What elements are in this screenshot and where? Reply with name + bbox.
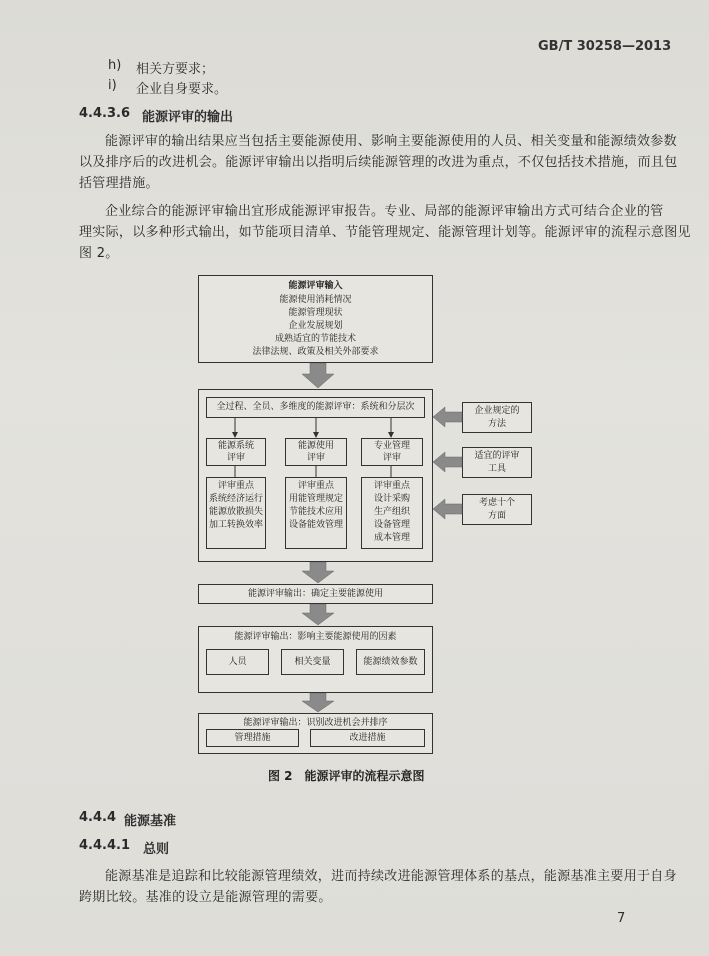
factor-box-variables — [281, 649, 344, 675]
measure-management: 管理措施 — [234, 733, 271, 743]
para1-line3: 括管理措施。 — [79, 176, 159, 191]
input-line-1: 能源使用消耗情况 — [279, 295, 352, 305]
process-header-text: 全过程、全员、多维度的能源评审：系统和分层次 — [216, 402, 415, 412]
review-2-title-line2: 评审 — [306, 453, 325, 463]
factor-box-personnel — [206, 649, 269, 675]
review-box-energy-system — [206, 438, 266, 466]
review-1-detail-3: 能源放散损失 — [208, 507, 263, 517]
side-input-3-line2: 方面 — [487, 511, 506, 521]
left-arrow-icon — [433, 406, 463, 428]
measure-box-management — [206, 729, 299, 747]
review-2-detail-2: 用能管理规定 — [288, 494, 343, 504]
down-arrow-icon — [300, 604, 336, 626]
review-2-detail-3: 节能技术应用 — [288, 507, 343, 517]
input-line-4: 成熟适宜的节能技术 — [274, 334, 356, 344]
review-box-energy-use — [285, 438, 347, 466]
review-3-detail-3: 生产组织 — [373, 507, 410, 517]
input-line-3: 企业发展规划 — [288, 321, 343, 331]
process-header-box — [206, 397, 425, 418]
measure-improvement: 改进措施 — [349, 733, 386, 743]
factor-variables: 相关变量 — [294, 657, 331, 667]
paragraph-review-report — [79, 201, 691, 264]
section-number-4441: 4.4.4.1 — [79, 838, 130, 853]
output-1-text: 能源评审输出：确定主要能源使用 — [247, 589, 383, 599]
review-3-detail-5: 成本管理 — [373, 533, 410, 543]
review-3-title-line1: 专业管理 — [373, 441, 410, 451]
side-input-1-line1: 企业规定的 — [474, 406, 520, 416]
output-3-title: 能源评审输出：识别改进机会并排序 — [243, 718, 388, 728]
review-3-detail-2: 设计采购 — [373, 494, 410, 504]
review-2-title-line1: 能源使用 — [297, 441, 334, 451]
paragraph-energy-baseline — [79, 866, 677, 908]
review-1-title-line2: 评审 — [226, 453, 245, 463]
review-1-detail-1: 评审重点 — [217, 481, 254, 491]
para1-line2: 以及排序后的改进机会。能源评审输出以指明后续能源管理的改进为重点，不仅包括技术措施，而且包 — [79, 155, 678, 170]
side-input-methods — [462, 402, 532, 433]
list-item-h: 相关方要求； — [136, 62, 215, 77]
page-number: 7 — [617, 911, 626, 926]
side-input-3-line1: 考虑十个 — [478, 498, 515, 508]
review-3-title-line2: 评审 — [382, 453, 401, 463]
review-3-detail-4: 设备管理 — [373, 520, 410, 530]
list-marker-h: h) — [108, 58, 122, 73]
review-1-title-line1: 能源系统 — [217, 441, 254, 451]
section-number-444: 4.4.4 — [79, 810, 117, 825]
factor-box-enpi — [356, 649, 425, 675]
down-arrow-icon — [300, 363, 336, 389]
input-box — [198, 275, 433, 363]
down-arrow-icon — [300, 693, 336, 713]
connector-lines — [198, 418, 433, 440]
review-3-detail-1: 评审重点 — [373, 481, 410, 491]
para2-line3: 图 2。 — [79, 246, 119, 261]
section-number-4436: 4.4.3.6 — [79, 106, 130, 121]
paragraph-energy-review-output — [79, 131, 678, 194]
review-1-detail-2: 系统经济运行 — [208, 494, 263, 504]
left-arrow-icon — [433, 498, 463, 520]
input-line-5: 法律法规、政策及相关外部要求 — [252, 347, 379, 357]
figure-caption: 图 2 能源评审的流程示意图 — [268, 769, 425, 783]
list-item-i: 企业自身要求。 — [136, 82, 228, 97]
left-arrow-icon — [433, 451, 463, 473]
side-input-2-line2: 工具 — [487, 464, 506, 474]
para3-line2: 跨期比较。基准的设立是能源管理的需要。 — [79, 890, 332, 905]
factor-personnel: 人员 — [228, 657, 247, 667]
input-title: 能源评审输入 — [288, 281, 343, 291]
section-title-4436: 能源评审的输出 — [142, 110, 234, 125]
para3-line1: 能源基准是追踪和比较能源管理绩效，进而持续改进能源管理体系的基点，能源基准主要用于自身 — [105, 869, 677, 884]
section-title-444: 能源基准 — [124, 814, 177, 829]
section-title-4441: 总则 — [143, 842, 170, 857]
list-marker-i: i) — [108, 78, 117, 93]
para2-line1: 企业综合的能源评审输出宜形成能源评审报告。专业、局部的能源评审输出方式可结合企业的管 — [105, 204, 664, 219]
side-input-1-line2: 方法 — [487, 419, 506, 429]
output-main-energy-use — [198, 584, 433, 604]
down-arrow-icon — [300, 562, 336, 584]
output-2-title: 能源评审输出：影响主要能源使用的因素 — [234, 632, 397, 642]
standard-number: GB/T 30258—2013 — [538, 39, 672, 54]
side-input-2-line1: 适宜的评审 — [474, 451, 520, 461]
side-input-ten-aspects — [462, 494, 532, 525]
input-line-2: 能源管理现状 — [288, 308, 343, 318]
review-box-professional — [361, 438, 423, 466]
review-2-detail-1: 评审重点 — [297, 481, 334, 491]
review-1-detail-4: 加工转换效率 — [208, 520, 263, 530]
factor-enpi: 能源绩效参数 — [363, 657, 418, 667]
measure-box-improvement — [310, 729, 425, 747]
review-detail-energy-use — [285, 477, 347, 549]
para1-line1: 能源评审的输出结果应当包括主要能源使用、影响主要能源使用的人员、相关变量和能源绩效参数 — [105, 134, 677, 149]
para2-line2: 理实际，以多种形式输出，如节能项目清单、节能管理规定、能源管理计划等。能源评审的流程示意图见 — [79, 225, 691, 240]
side-input-tools — [462, 447, 532, 478]
review-detail-energy-system — [206, 477, 266, 549]
review-detail-professional — [361, 477, 423, 549]
review-2-detail-4: 设备能效管理 — [288, 520, 343, 530]
